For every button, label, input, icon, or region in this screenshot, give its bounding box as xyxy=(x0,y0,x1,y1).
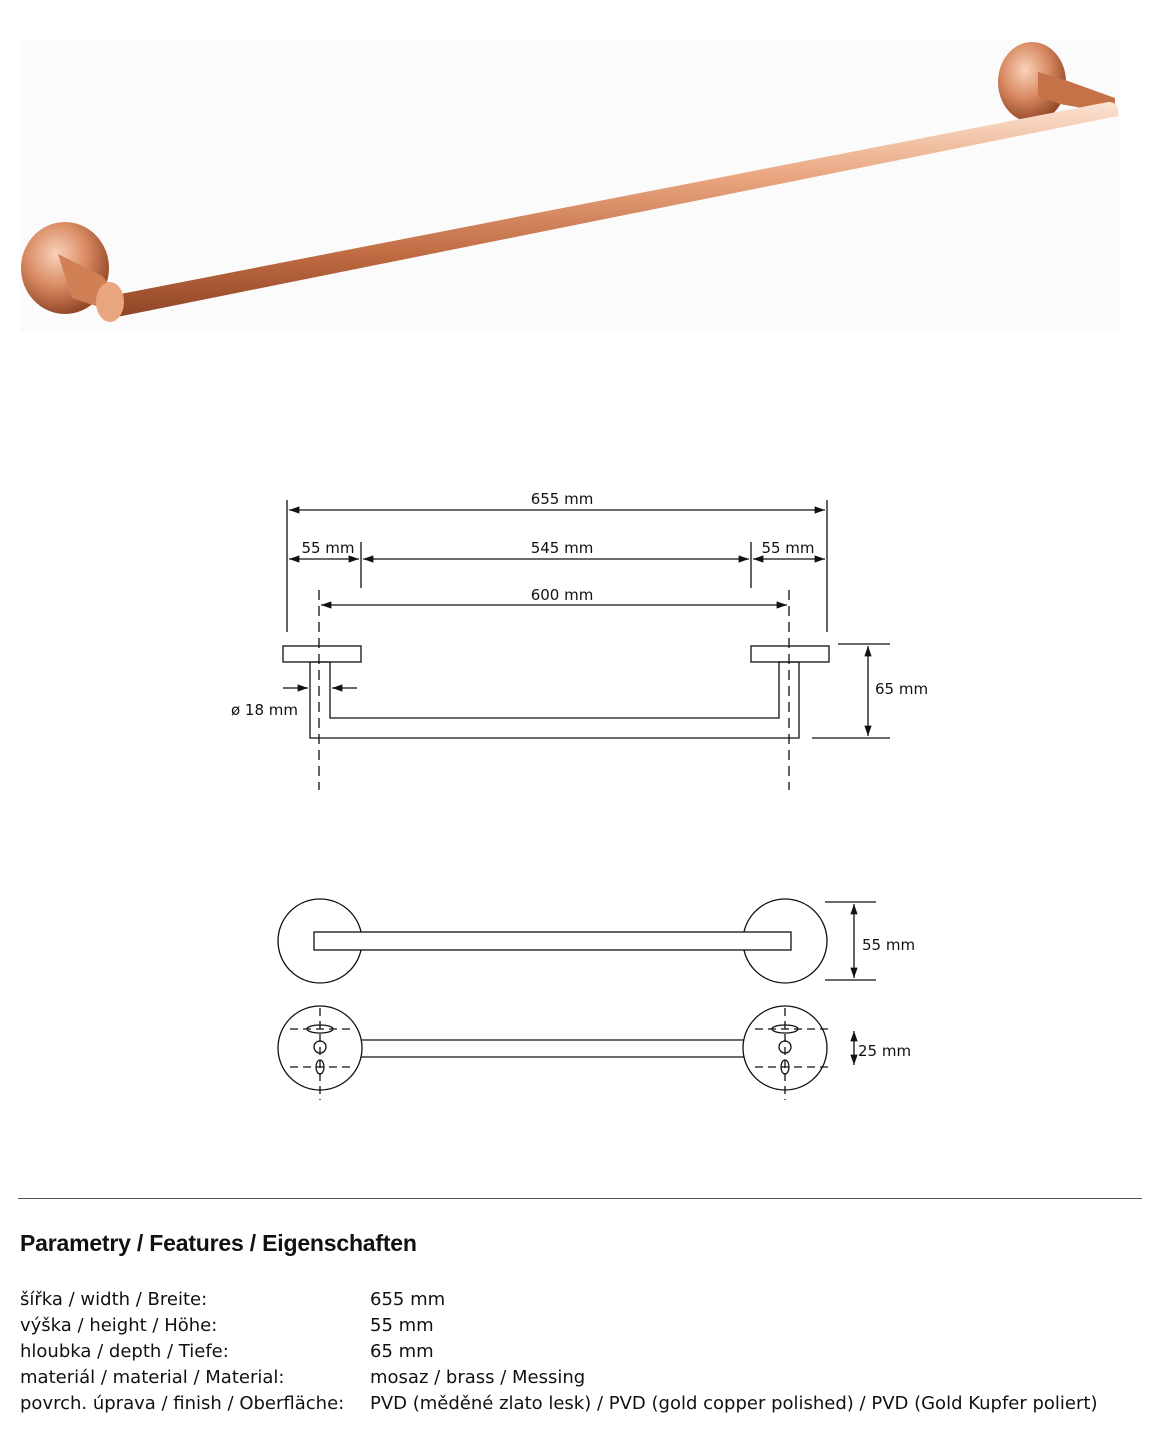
spec-row-finish xyxy=(20,1390,1140,1416)
spec-value: 65 mm xyxy=(370,1340,434,1362)
spec-table xyxy=(20,1286,1140,1416)
dim-depth: 65 mm xyxy=(875,680,929,698)
spec-label: výška / height / Höhe: xyxy=(20,1314,218,1336)
section-divider xyxy=(18,1198,1142,1199)
dim-hole-spacing: 25 mm xyxy=(858,1042,912,1060)
spec-value: 55 mm xyxy=(370,1314,434,1336)
spec-row-height xyxy=(20,1312,1140,1338)
technical-drawing xyxy=(0,460,1168,1140)
spec-row-depth xyxy=(20,1338,1140,1364)
dim-tube-diameter: ø 18 mm xyxy=(230,701,298,719)
spec-value: mosaz / brass / Messing xyxy=(370,1366,586,1388)
spec-label: povrch. úprava / finish / Oberfläche: xyxy=(20,1392,345,1414)
dim-left-base: 55 mm xyxy=(301,539,355,557)
dim-right-base: 55 mm xyxy=(761,539,815,557)
product-photo xyxy=(20,40,1120,332)
spec-label: hloubka / depth / Tiefe: xyxy=(20,1340,229,1362)
spec-row-width xyxy=(20,1286,1140,1312)
spec-label: šířka / width / Breite: xyxy=(20,1288,208,1310)
features-title: Parametry / Features / Eigenschaften xyxy=(20,1230,417,1256)
dim-center-distance: 600 mm xyxy=(530,586,594,604)
dim-total-width: 655 mm xyxy=(530,490,594,508)
spec-label: materiál / material / Material: xyxy=(20,1366,285,1388)
spec-row-material xyxy=(20,1364,1140,1390)
spec-value: PVD (měděné zlato lesk) / PVD (gold copper polished) / PVD (Gold Kupfer poliert) xyxy=(370,1392,1098,1414)
spec-value: 655 mm xyxy=(370,1288,446,1310)
dim-inner-span: 545 mm xyxy=(530,539,594,557)
dim-height: 55 mm xyxy=(862,936,916,954)
